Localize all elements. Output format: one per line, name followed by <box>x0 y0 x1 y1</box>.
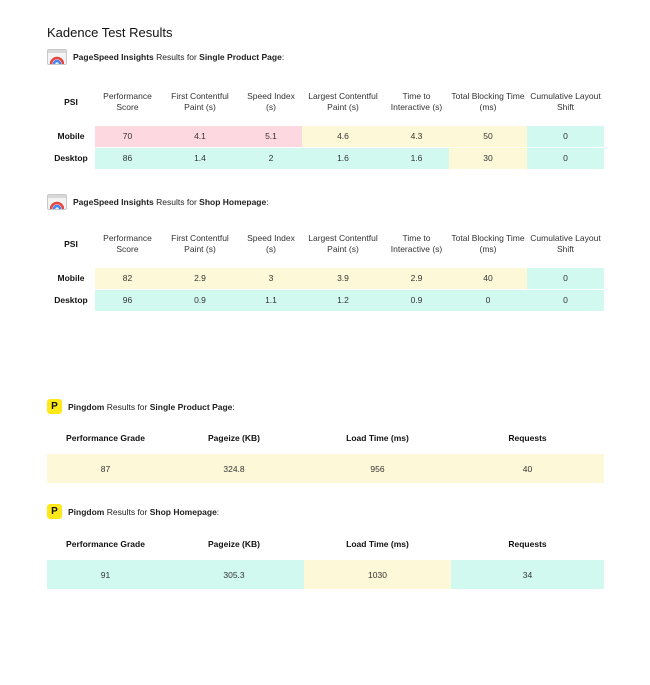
pingdom-section-heading-shop-homepage: P Pingdom Results for Shop Homepage: <box>47 504 219 519</box>
psi-brand: PageSpeed Insights <box>73 52 154 62</box>
psi-column-header: Performance Score <box>103 233 152 255</box>
row-label-desktop: Desktop <box>47 289 95 311</box>
table-cell: 96 <box>95 289 160 311</box>
row-label-mobile: Mobile <box>47 125 95 147</box>
results-for-text: Results for <box>156 52 197 62</box>
table-cell: 87 <box>47 454 164 483</box>
table-cell: 91 <box>47 560 164 589</box>
table-cell: 40 <box>449 267 527 289</box>
psi-column-header: Total Blocking Time (ms) <box>451 91 525 113</box>
psi-subject: Shop Homepage <box>199 197 267 207</box>
psi-section-heading-shop-homepage: PageSpeed Insights Results for Shop Homepage: <box>47 194 269 210</box>
table-cell: 82 <box>95 267 160 289</box>
table-cell: 324.8 <box>164 454 304 483</box>
psi-column-header: First Contentful Paint (s) <box>171 233 229 255</box>
pagespeed-insights-icon <box>47 194 67 210</box>
pingdom-column-header: Load Time (ms) <box>346 539 409 549</box>
table-cell: 0 <box>527 147 604 169</box>
pingdom-section-heading-single-product: P Pingdom Results for Single Product Page: <box>47 399 235 414</box>
table-cell: 50 <box>449 125 527 147</box>
row-label-mobile: Mobile <box>47 267 95 289</box>
table-row <box>47 267 604 289</box>
psi-column-header: Total Blocking Time (ms) <box>451 233 525 255</box>
pingdom-icon: P <box>47 504 62 519</box>
psi-column-header: Speed Index (s) <box>247 91 295 113</box>
table-cell: 40 <box>451 454 604 483</box>
row-label-desktop: Desktop <box>47 147 95 169</box>
pingdom-brand: Pingdom <box>68 506 105 517</box>
table-cell: 4.6 <box>302 125 384 147</box>
psi-table-shop-homepage <box>47 222 604 311</box>
table-cell: 86 <box>95 147 160 169</box>
table-row <box>47 454 604 483</box>
table-cell: 4.1 <box>160 125 240 147</box>
psi-subject: Single Product Page <box>199 52 282 62</box>
pingdom-column-header: Requests <box>508 539 547 549</box>
pingdom-column-header: Performance Grade <box>66 539 145 549</box>
psi-column-header: PSI <box>64 238 78 249</box>
psi-column-header: Largest Contentful Paint (s) <box>308 91 378 113</box>
pingdom-column-header: Pageize (KB) <box>208 433 260 443</box>
table-cell: 70 <box>95 125 160 147</box>
table-cell: 2 <box>240 147 302 169</box>
psi-column-header: Time to Interactive (s) <box>390 233 443 255</box>
table-cell: 0.9 <box>160 289 240 311</box>
page-title: Kadence Test Results <box>47 25 173 40</box>
psi-column-header: Time to Interactive (s) <box>390 91 443 113</box>
pingdom-table-single-product <box>47 422 604 483</box>
pingdom-column-header: Requests <box>508 433 547 443</box>
pingdom-column-header: Load Time (ms) <box>346 433 409 443</box>
table-cell: 1.4 <box>160 147 240 169</box>
psi-column-header: Largest Contentful Paint (s) <box>308 233 378 255</box>
pingdom-subject: Shop Homepage <box>149 506 217 517</box>
table-cell: 1.1 <box>240 289 302 311</box>
table-cell: 34 <box>451 560 604 589</box>
pingdom-table-shop-homepage <box>47 528 604 589</box>
results-for-text: Results for <box>156 197 197 207</box>
table-cell: 3.9 <box>302 267 384 289</box>
psi-column-header: Speed Index (s) <box>247 233 295 255</box>
psi-column-header: First Contentful Paint (s) <box>171 91 229 113</box>
table-cell: 2.9 <box>384 267 449 289</box>
pingdom-column-header: Performance Grade <box>66 433 145 443</box>
table-cell: 0 <box>527 125 604 147</box>
table-cell: 0 <box>527 267 604 289</box>
pingdom-subject: Single Product Page <box>149 401 233 412</box>
pagespeed-insights-icon <box>47 49 67 65</box>
table-row <box>47 289 604 311</box>
psi-column-header: Cumulative Layout Shift <box>530 91 601 113</box>
pingdom-icon: P <box>47 399 62 414</box>
table-row <box>47 560 604 589</box>
table-cell: 30 <box>449 147 527 169</box>
psi-table-single-product <box>47 80 604 169</box>
table-cell: 1.6 <box>302 147 384 169</box>
table-cell: 1030 <box>304 560 451 589</box>
table-cell: 0 <box>449 289 527 311</box>
table-cell: 0 <box>527 289 604 311</box>
table-cell: 1.6 <box>384 147 449 169</box>
psi-column-header: Performance Score <box>103 91 152 113</box>
table-cell: 1.2 <box>302 289 384 311</box>
psi-section-heading-single-product: PageSpeed Insights Results for Single Product Page: <box>47 49 284 65</box>
results-for-text: Results for <box>106 506 148 517</box>
table-row <box>47 147 604 169</box>
table-cell: 2.9 <box>160 267 240 289</box>
pingdom-column-header: Pageize (KB) <box>208 539 260 549</box>
table-cell: 3 <box>240 267 302 289</box>
psi-column-header: Cumulative Layout Shift <box>530 233 601 255</box>
table-cell: 5.1 <box>240 125 302 147</box>
table-row <box>47 125 604 147</box>
table-cell: 4.3 <box>384 125 449 147</box>
psi-brand: PageSpeed Insights <box>73 197 154 207</box>
table-cell: 956 <box>304 454 451 483</box>
pingdom-brand: Pingdom <box>68 401 105 412</box>
table-cell: 0.9 <box>384 289 449 311</box>
psi-column-header: PSI <box>64 96 78 107</box>
results-for-text: Results for <box>106 401 148 412</box>
table-cell: 305.3 <box>164 560 304 589</box>
